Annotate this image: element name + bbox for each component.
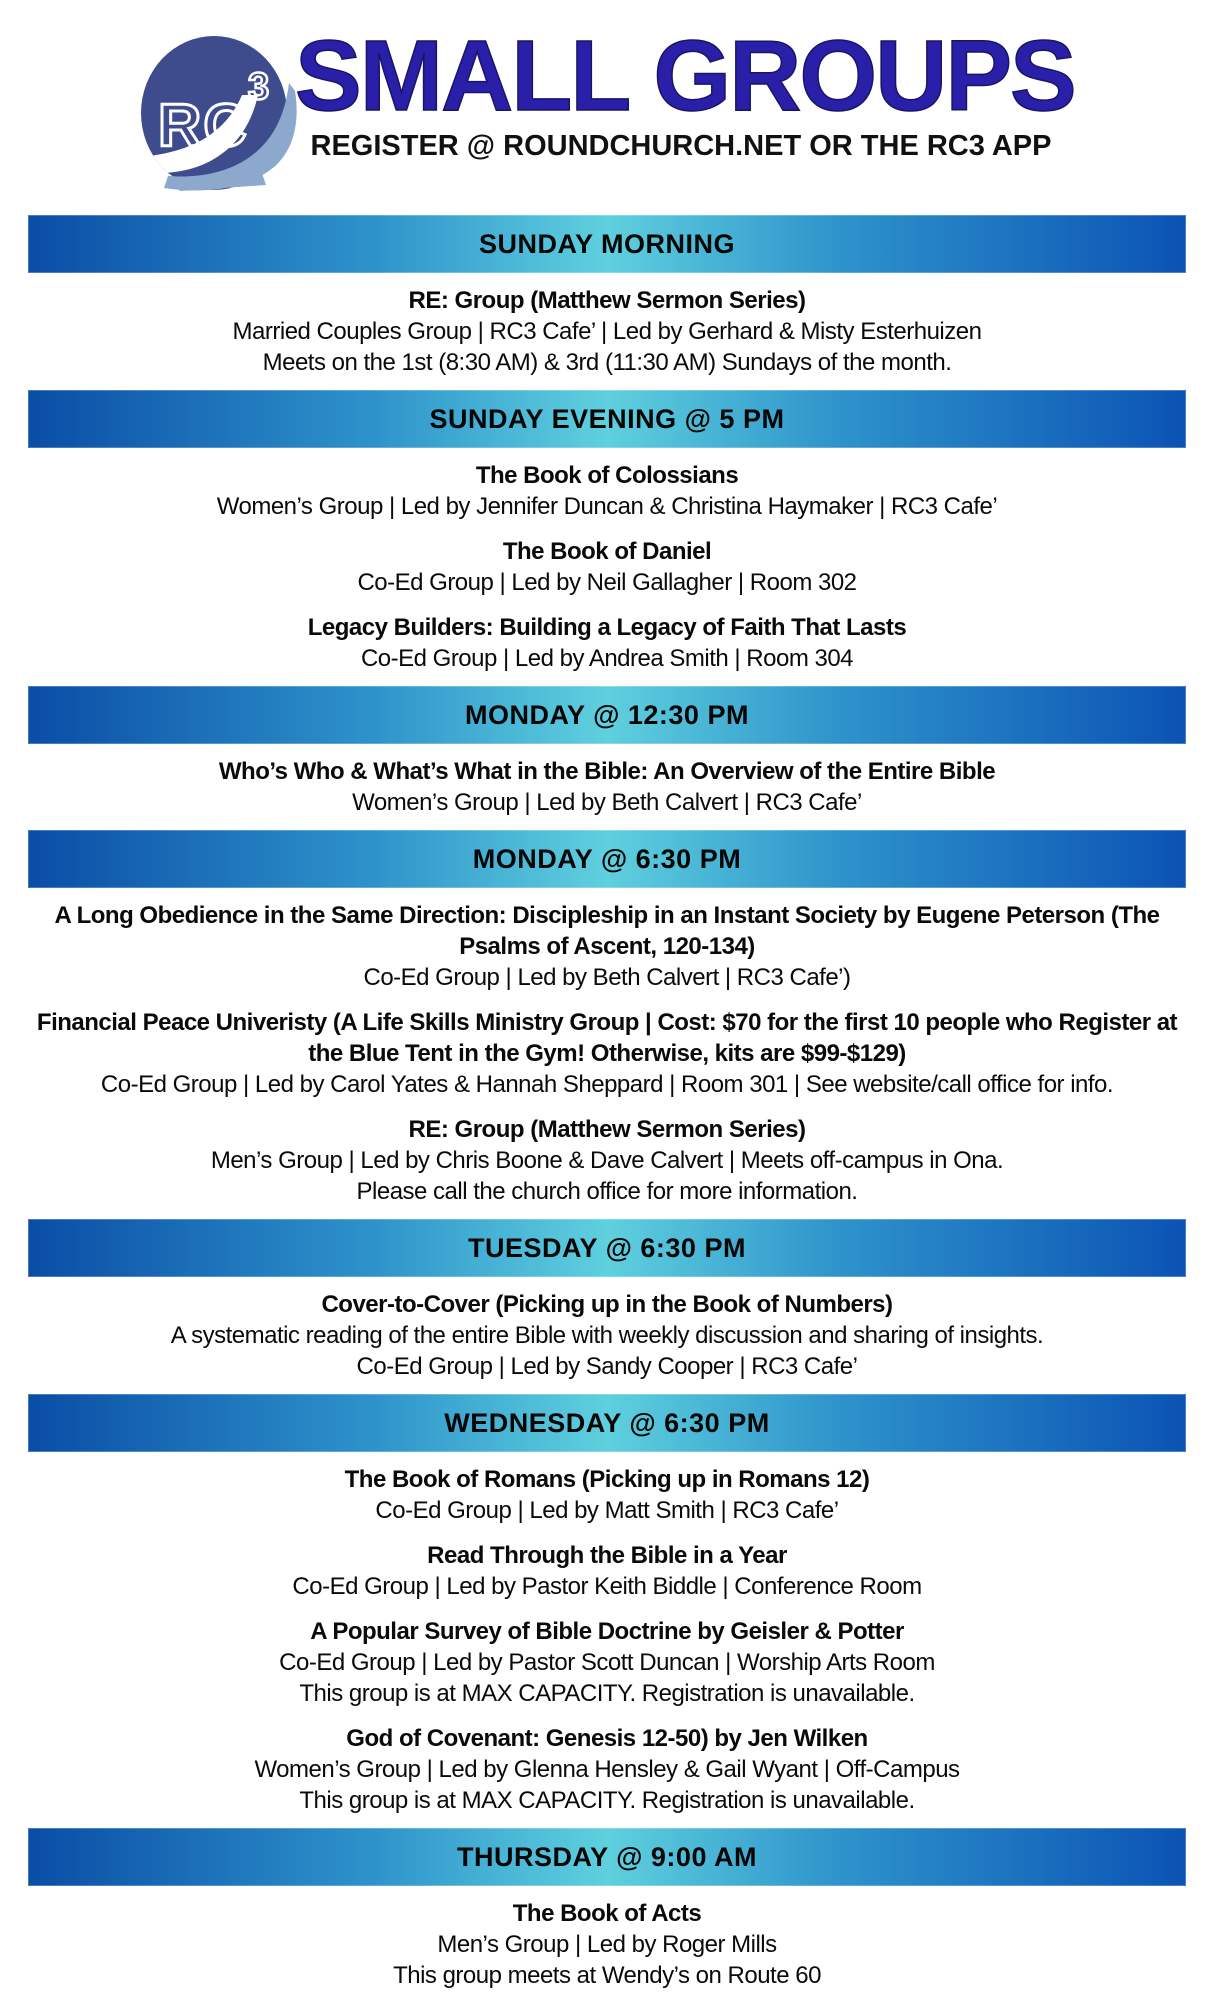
group-title: The Book of Colossians — [475, 462, 739, 489]
schedule-section — [0, 830, 1214, 1219]
section-content — [0, 888, 1214, 1219]
section-banner: MONDAY @ 12:30 PM — [28, 686, 1186, 744]
group-entry — [20, 1007, 1194, 1100]
group-title: Cover-to-Cover (Picking up in the Book of Numbers) — [321, 1291, 893, 1318]
group-title: RE: Group (Matthew Sermon Series) — [408, 1116, 806, 1143]
group-entry — [20, 756, 1194, 818]
group-detail: This group meets at Wendy’s on Route 60 — [393, 1962, 821, 1989]
group-entry — [20, 1898, 1194, 1991]
group-title: The Book of Romans (Picking up in Romans 12) — [344, 1466, 870, 1493]
group-detail: Meets on the 1st (8:30 AM) & 3rd (11:30 AM) Sundays of the month. — [262, 349, 952, 376]
group-entry — [20, 900, 1194, 993]
schedule-section — [0, 215, 1214, 390]
group-title: Read Through the Bible in a Year — [427, 1542, 787, 1569]
schedule-section — [0, 1828, 1214, 2000]
group-title: God of Covenant: Genesis 12-50) by Jen Wilken — [346, 1725, 868, 1752]
section-content — [0, 1277, 1214, 1394]
header-text-block — [295, 20, 1075, 163]
register-subtitle: REGISTER @ ROUNDCHURCH.NET OR THE RC3 APP — [310, 130, 1052, 162]
group-title: A Popular Survey of Bible Doctrine by Geisler & Potter — [310, 1618, 904, 1645]
page-title: SMALL GROUPS — [295, 20, 1075, 132]
logo-rc-text: RC — [158, 92, 249, 159]
schedule-section — [0, 1394, 1214, 1828]
group-title: Who’s Who & What’s What in the Bible: An Overview of the Entire Bible — [218, 758, 996, 785]
group-entry — [20, 460, 1194, 522]
section-banner: SUNDAY MORNING — [28, 215, 1186, 273]
section-banner: SUNDAY EVENING @ 5 PM — [28, 390, 1186, 448]
group-detail: Women’s Group | Led by Glenna Hensley & Gail Wyant | Off-Campus — [254, 1756, 960, 1783]
group-detail: Women’s Group | Led by Beth Calvert | RC3 Cafe’ — [352, 789, 862, 816]
group-title: Financial Peace Univeristy (A Life Skills Ministry Group | Cost: $70 for the first 10 people who Register at the Blue Tent in the Gym! Otherwise, kits are $99-$129) — [36, 1009, 1178, 1067]
section-banner: TUESDAY @ 6:30 PM — [28, 1219, 1186, 1277]
flyer-header — [0, 0, 1214, 215]
group-detail: This group is at MAX CAPACITY. Registration is unavailable. — [299, 1787, 915, 1814]
section-banner: WEDNESDAY @ 6:30 PM — [28, 1394, 1186, 1452]
section-content — [0, 1886, 1214, 2000]
group-detail: Married Couples Group | RC3 Cafe’ | Led by Gerhard & Misty Esterhuizen — [232, 318, 982, 345]
group-entry — [20, 1114, 1194, 1207]
group-detail: Men’s Group | Led by Roger Mills — [437, 1931, 777, 1958]
group-detail: Co-Ed Group | Led by Carol Yates & Hannah Sheppard | Room 301 | See website/call office for info. — [100, 1071, 1114, 1098]
group-detail: Co-Ed Group | Led by Beth Calvert | RC3 Cafe’) — [363, 964, 851, 991]
group-detail: This group is at MAX CAPACITY. Registration is unavailable. — [299, 1680, 915, 1707]
group-entry — [20, 1464, 1194, 1526]
section-content — [0, 744, 1214, 830]
group-detail: Women’s Group | Led by Jennifer Duncan & Christina Haymaker | RC3 Cafe’ — [216, 493, 998, 520]
logo-superscript: 3 — [248, 66, 270, 108]
group-title: A Long Obedience in the Same Direction: Discipleship in an Instant Society by Eugene Peterson (The Psalms of Ascent, 120-134) — [54, 902, 1160, 960]
section-content — [0, 1452, 1214, 1828]
group-detail: Co-Ed Group | Led by Andrea Smith | Room 304 — [360, 645, 854, 672]
section-banner: THURSDAY @ 9:00 AM — [28, 1828, 1186, 1886]
schedule-section — [0, 1219, 1214, 1394]
schedule-sections — [0, 215, 1214, 2000]
group-entry — [20, 612, 1194, 674]
schedule-section — [0, 686, 1214, 830]
schedule-section — [0, 390, 1214, 686]
group-detail: A systematic reading of the entire Bible with weekly discussion and sharing of insights. — [170, 1322, 1044, 1349]
group-title: Legacy Builders: Building a Legacy of Faith That Lasts — [307, 614, 907, 641]
section-content — [0, 448, 1214, 686]
section-banner: MONDAY @ 6:30 PM — [28, 830, 1186, 888]
rc3-logo — [138, 33, 300, 201]
group-title: The Book of Acts — [512, 1900, 702, 1927]
group-entry — [20, 1723, 1194, 1816]
group-entry — [20, 285, 1194, 378]
rc3-logo-icon — [138, 33, 300, 201]
group-detail: Men’s Group | Led by Chris Boone & Dave Calvert | Meets off-campus in Ona. — [210, 1147, 1004, 1174]
group-detail: Please call the church office for more information. — [356, 1178, 858, 1205]
group-detail: Co-Ed Group | Led by Pastor Keith Biddle | Conference Room — [292, 1573, 922, 1600]
group-entry — [20, 1289, 1194, 1382]
group-entry — [20, 536, 1194, 598]
group-title: RE: Group (Matthew Sermon Series) — [408, 287, 806, 314]
group-entry — [20, 1540, 1194, 1602]
group-detail: Co-Ed Group | Led by Pastor Scott Duncan | Worship Arts Room — [279, 1649, 935, 1676]
section-content — [0, 273, 1214, 390]
group-detail: Co-Ed Group | Led by Sandy Cooper | RC3 Cafe’ — [356, 1353, 858, 1380]
group-entry — [20, 1616, 1194, 1709]
group-detail: Co-Ed Group | Led by Matt Smith | RC3 Cafe’ — [375, 1497, 839, 1524]
group-title: The Book of Daniel — [502, 538, 712, 565]
group-detail: Co-Ed Group | Led by Neil Gallagher | Room 302 — [357, 569, 857, 596]
